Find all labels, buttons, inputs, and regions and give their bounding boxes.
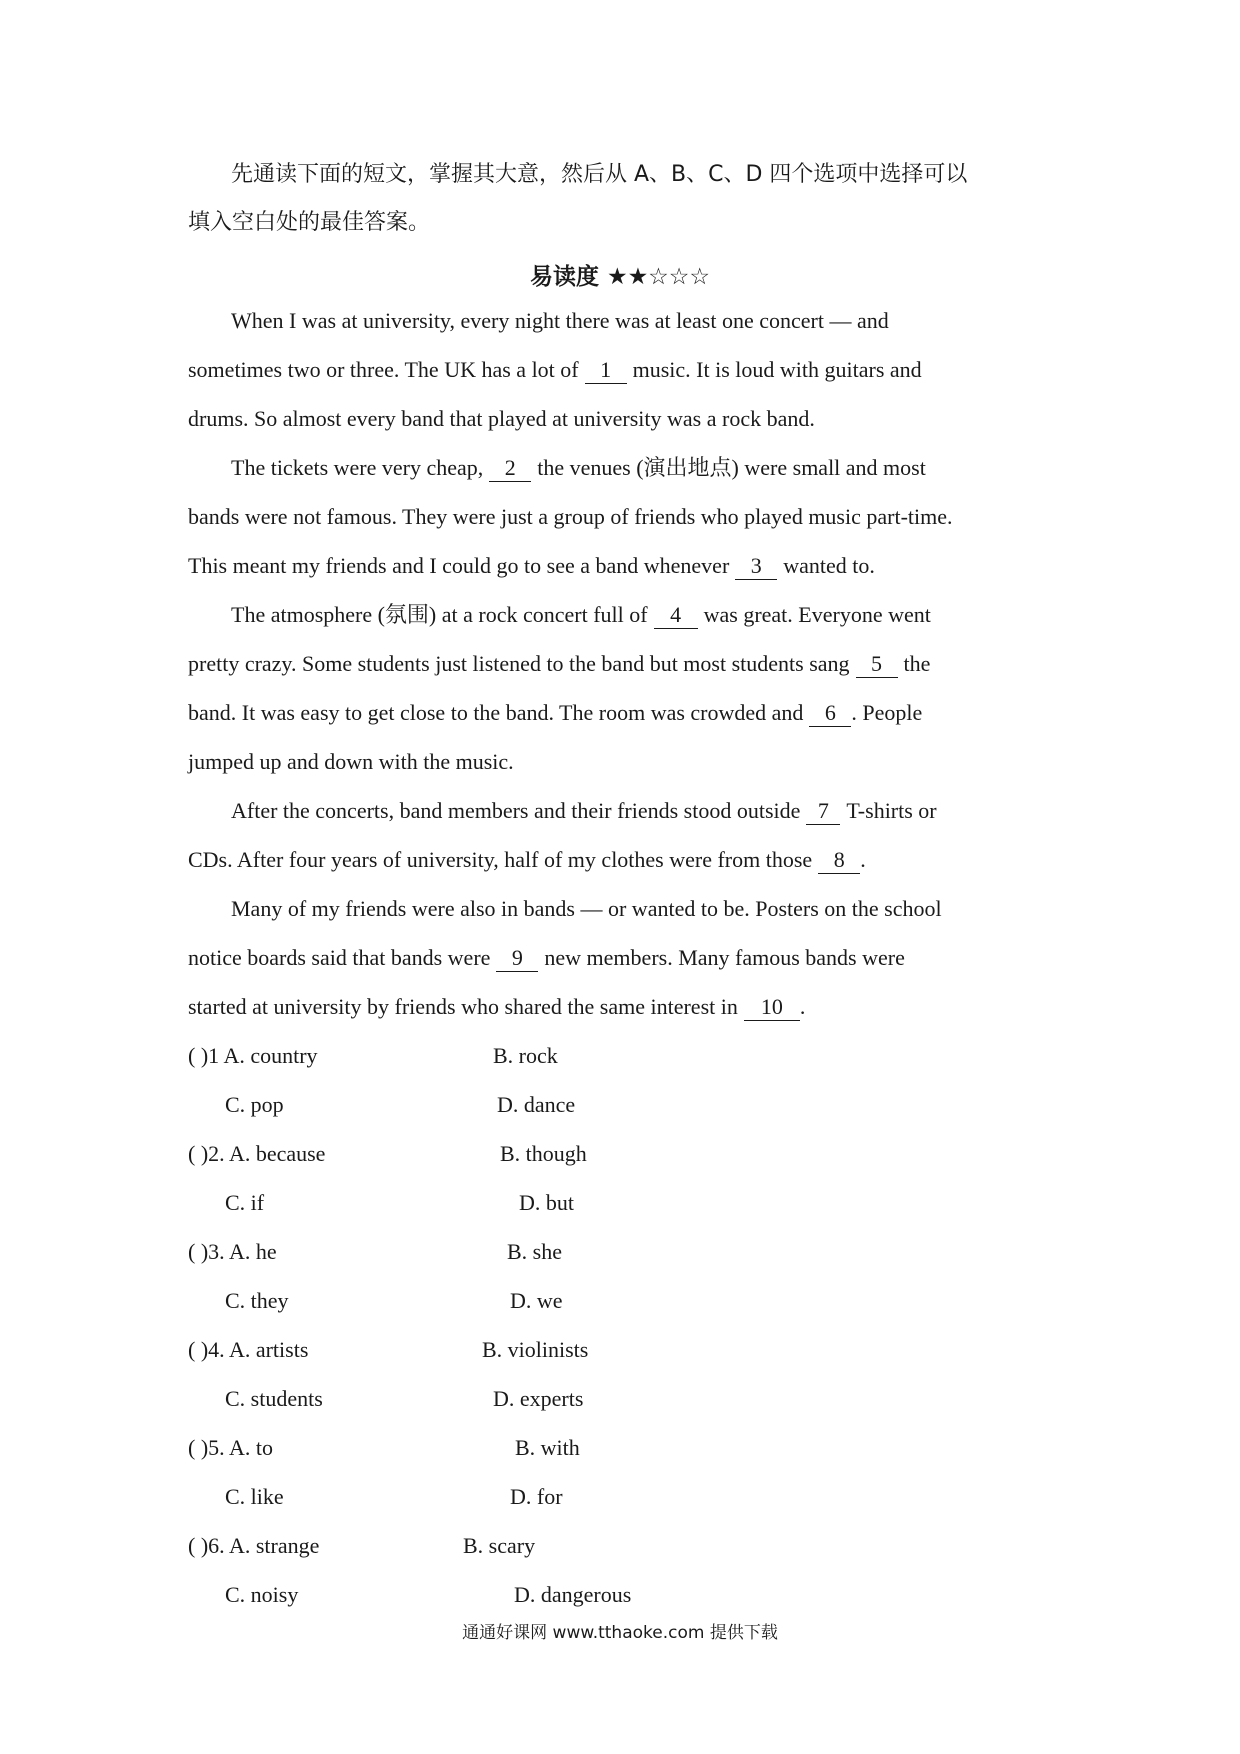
question-4-option-c: C. students — [225, 1386, 323, 1411]
passage-text: The atmosphere (氛围) at a rock concert full of — [231, 602, 648, 627]
question-5-option-d: D. for — [510, 1484, 563, 1509]
blank-4: 4 — [654, 602, 698, 629]
blank-1: 1 — [585, 357, 627, 384]
passage-line: When I was at university, every night there was at least one concert — and — [231, 308, 889, 333]
passage-line — [188, 698, 922, 728]
question-6-option-c: C. noisy — [225, 1582, 299, 1607]
question-4-option-d: D. experts — [493, 1386, 584, 1411]
passage-line — [188, 551, 875, 581]
passage-line — [231, 600, 931, 630]
passage-text: wanted to. — [783, 553, 875, 578]
question-4-option-b: B. violinists — [482, 1337, 589, 1362]
passage-line — [231, 453, 926, 483]
question-1-option-c: C. pop — [225, 1092, 284, 1117]
blank-9: 9 — [496, 945, 538, 972]
passage-line — [188, 943, 905, 973]
passage-text: After the concerts, band members and their friends stood outside — [231, 798, 801, 823]
passage-line: Many of my friends were also in bands — or wanted to be. Posters on the school — [231, 896, 942, 921]
question-3-option-b: B. she — [507, 1239, 562, 1264]
blank-2: 2 — [489, 455, 531, 482]
instructions-line-2: 填入空白处的最佳答案。 — [188, 210, 431, 235]
question-5-option-b: B. with — [515, 1435, 580, 1460]
question-4-option-a: ( )4. A. artists — [188, 1337, 309, 1362]
difficulty-heading: 易读度 ★★☆☆☆ — [529, 264, 711, 290]
passage-text: . — [860, 847, 866, 872]
passage-text: T-shirts or — [846, 798, 937, 823]
question-5-option-c: C. like — [225, 1484, 284, 1509]
passage-text: was great. Everyone went — [703, 602, 931, 627]
passage-text: The tickets were very cheap, — [231, 455, 484, 480]
page-footer: 通通好课网 www.tthaoke.com 提供下载 — [462, 1623, 778, 1643]
blank-6: 6 — [809, 700, 851, 727]
passage-text: notice boards said that bands were — [188, 945, 491, 970]
question-3-option-d: D. we — [510, 1288, 563, 1313]
passage-text: new members. Many famous bands were — [544, 945, 905, 970]
question-2-option-a: ( )2. A. because — [188, 1141, 326, 1166]
question-2-option-d: D. but — [519, 1190, 574, 1215]
passage-text: music. It is loud with guitars and — [632, 357, 922, 382]
question-3-option-c: C. they — [225, 1288, 289, 1313]
passage-text: . People — [851, 700, 923, 725]
question-6-option-a: ( )6. A. strange — [188, 1533, 320, 1558]
passage-line — [188, 992, 805, 1022]
passage-line: bands were not famous. They were just a group of friends who played music part-time. — [188, 504, 953, 529]
passage-text: the — [903, 651, 931, 676]
passage-text: started at university by friends who shared the same interest in — [188, 994, 738, 1019]
passage-text: pretty crazy. Some students just listened to the band but most students sang — [188, 651, 850, 676]
passage-line — [188, 845, 866, 875]
passage-text: band. It was easy to get close to the band. The room was crowded and — [188, 700, 804, 725]
passage-text: . — [799, 994, 806, 1019]
passage-text: This meant my friends and I could go to see a band whenever — [188, 553, 730, 578]
blank-8: 8 — [818, 847, 860, 874]
question-5-option-a: ( )5. A. to — [188, 1435, 273, 1460]
blank-7: 7 — [806, 798, 840, 825]
passage-text: CDs. After four years of university, half of my clothes were from those — [188, 847, 813, 872]
instructions-line-1: 先通读下面的短文，掌握其大意，然后从 A、B、C、D 四个选项中选择可以 — [231, 162, 968, 187]
question-2-option-b: B. though — [500, 1141, 587, 1166]
blank-3: 3 — [735, 553, 777, 580]
question-6-option-b: B. scary — [463, 1533, 536, 1558]
passage-text: the venues (演出地点) were small and most — [537, 455, 926, 480]
question-3-option-a: ( )3. A. he — [188, 1239, 277, 1264]
question-1-option-b: B. rock — [493, 1043, 558, 1068]
blank-5: 5 — [856, 651, 898, 678]
question-2-option-c: C. if — [225, 1190, 265, 1215]
question-6-option-d: D. dangerous — [514, 1582, 632, 1607]
blank-10: 10 — [744, 994, 800, 1021]
passage-text: sometimes two or three. The UK has a lot of — [188, 357, 579, 382]
question-1-option-a: ( )1 A. country — [188, 1043, 318, 1068]
passage-line — [188, 355, 922, 385]
passage-line — [188, 649, 930, 679]
passage-line: jumped up and down with the music. — [188, 749, 514, 774]
question-1-option-d: D. dance — [497, 1092, 576, 1117]
passage-line: drums. So almost every band that played at university was a rock band. — [188, 406, 815, 431]
passage-line — [231, 796, 937, 826]
